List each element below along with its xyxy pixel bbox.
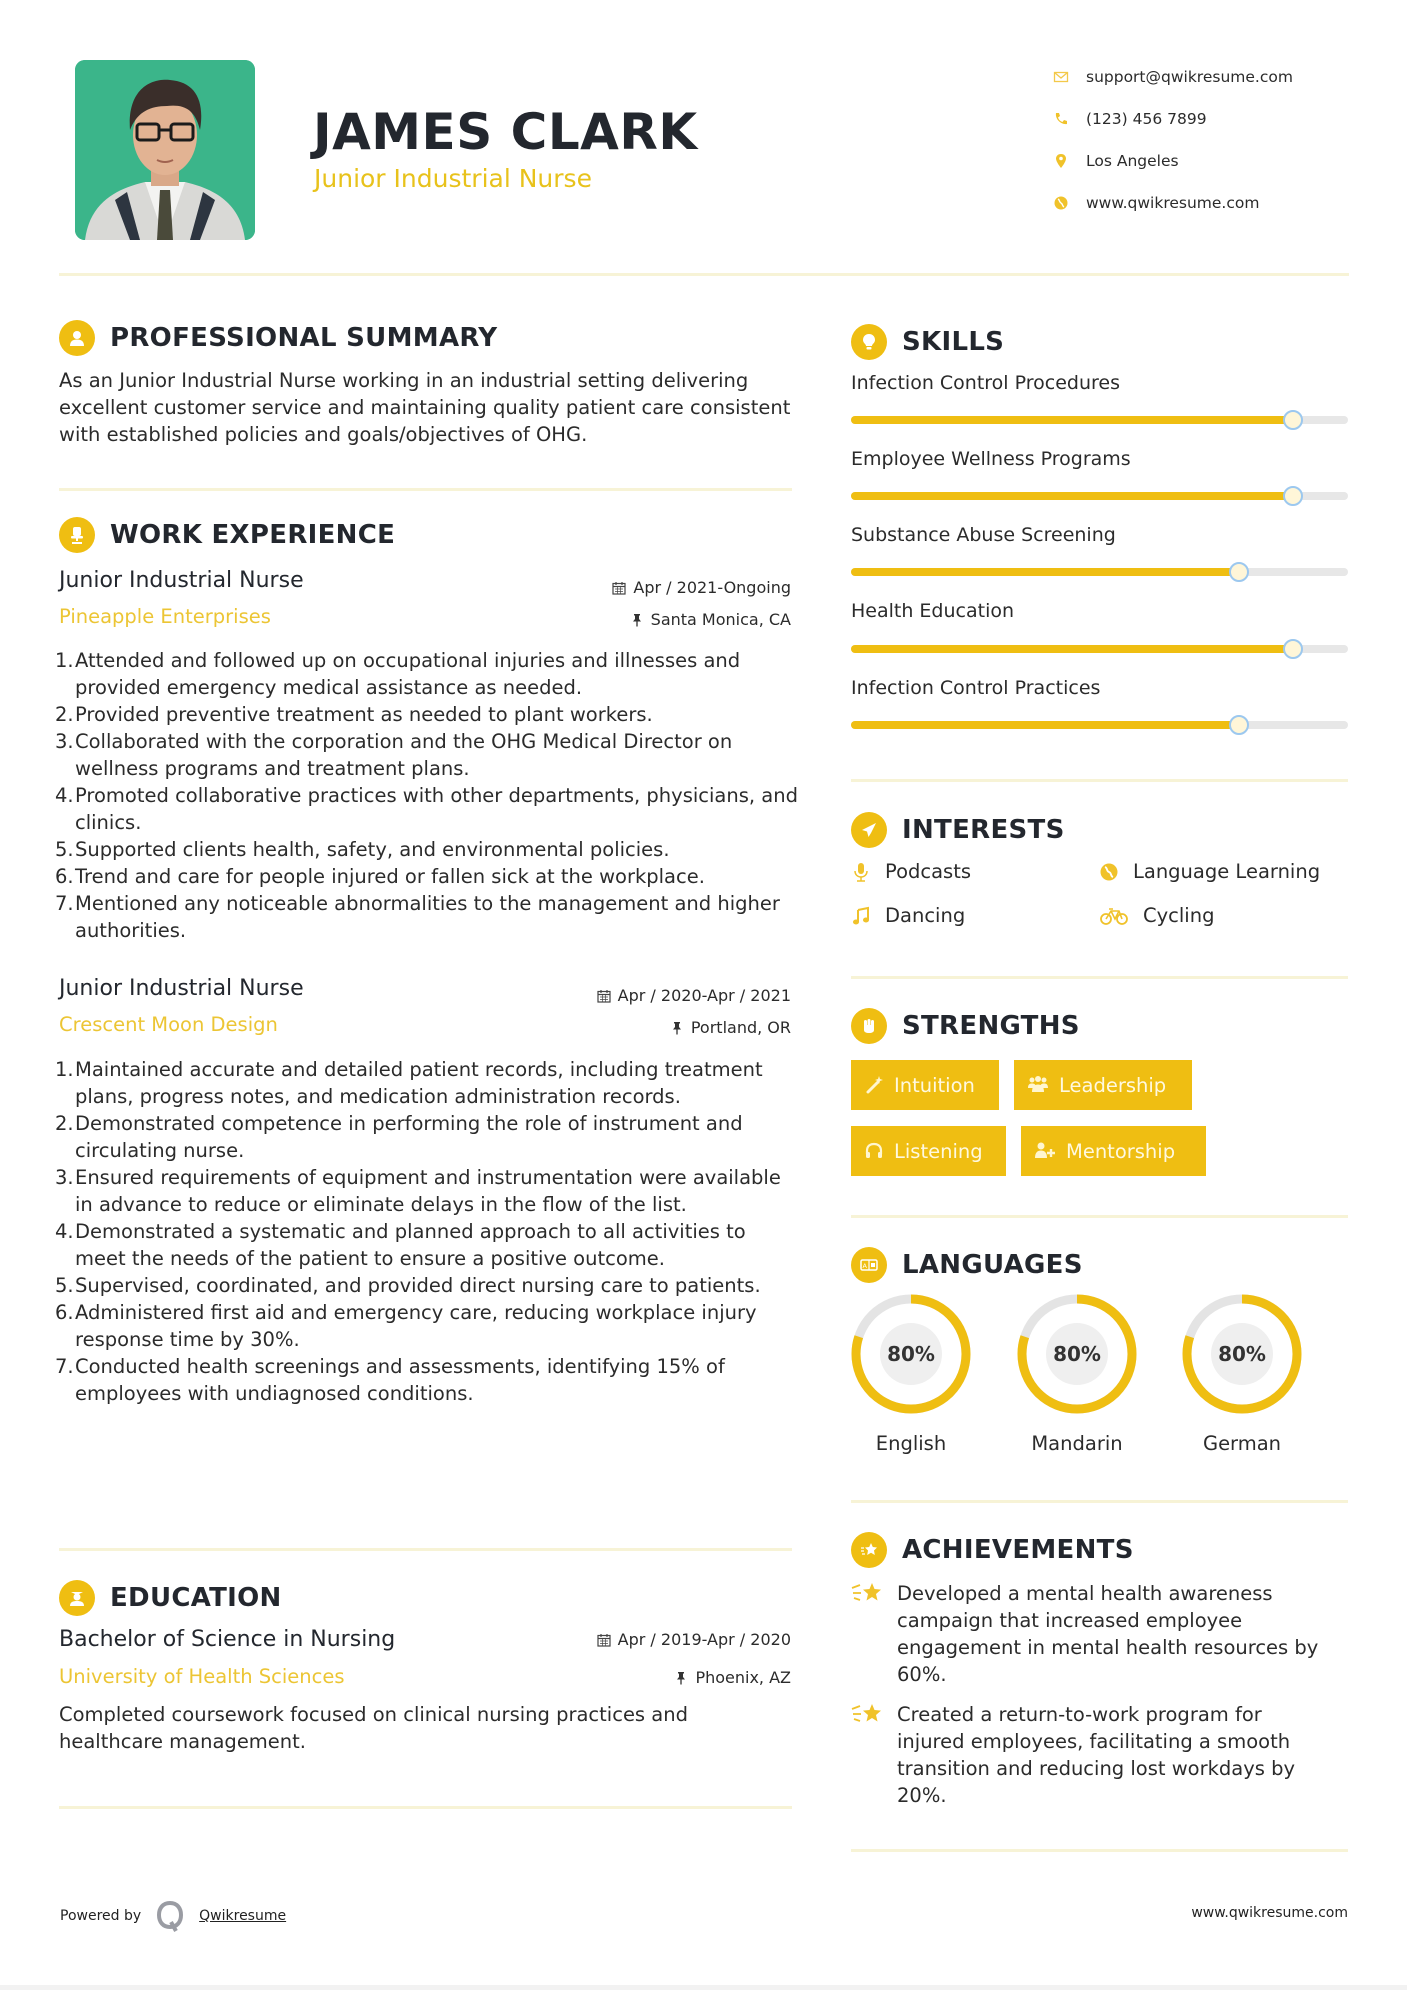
summary-divider (59, 488, 792, 491)
job-2-dates-text: Apr / 2020-Apr / 2021 (617, 986, 791, 1005)
skill-bar (851, 492, 1348, 500)
skill-bar-fill (851, 568, 1239, 576)
skill-bar-knob (1229, 562, 1249, 582)
language-english (851, 1294, 971, 1455)
skill-bar-fill (851, 645, 1293, 653)
interest-cycling (1099, 904, 1214, 927)
pushpin-icon (670, 1021, 684, 1035)
interests-divider (851, 976, 1348, 979)
user-plus-icon (1034, 1141, 1056, 1161)
interest-label: Podcasts (885, 860, 972, 883)
skill-bar (851, 416, 1348, 424)
contact-email[interactable] (1050, 56, 1293, 98)
achievement-text: Developed a mental health awareness campaign that increased employee engagement in mental health resources by 60%. (897, 1582, 1319, 1686)
languages-divider (851, 1500, 1348, 1503)
list-item: 3. Ensured requirements of equipment and instrumentation were available in advance to reduce or eliminate delays in the flow of the list. (55, 1166, 781, 1216)
fist-icon (851, 1008, 887, 1044)
strength-label: Leadership (1059, 1073, 1167, 1097)
list-item: 5. Supervised, coordinated, and provided direct nursing care to patients. (55, 1274, 761, 1297)
contact-list (1050, 56, 1293, 224)
job-2-location (670, 1018, 791, 1037)
experience-divider (59, 1548, 792, 1551)
language-name: German (1202, 1432, 1282, 1455)
achievements-title: ACHIEVEMENTS (902, 1535, 1134, 1565)
language-german (1182, 1294, 1302, 1455)
interests-title: INTERESTS (902, 815, 1065, 845)
skill-bar (851, 568, 1348, 576)
interests-heading (851, 812, 1065, 848)
language-name: English (875, 1432, 947, 1455)
education-degree: Bachelor of Science in Nursing (59, 1627, 396, 1652)
skill-bar-knob (1283, 639, 1303, 659)
interest-podcasts (851, 860, 971, 883)
magic-wand-icon (864, 1075, 884, 1095)
group-icon (1027, 1075, 1049, 1095)
calendar-icon (612, 581, 626, 595)
profile-photo (75, 60, 255, 240)
job-1-location (630, 610, 791, 629)
list-item: 4. Promoted collaborative practices with other departments, physicians, and clinics. (55, 784, 798, 834)
education-description: Completed coursework focused on clinical nursing practices and healthcare management. (59, 1703, 688, 1753)
bicycle-icon (1099, 906, 1129, 926)
languages-title: LANGUAGES (902, 1250, 1083, 1280)
list-item: 7. Conducted health screenings and assessments, identifying 15% of employees with undiagnosed conditions. (55, 1355, 725, 1405)
pushpin-icon (674, 1671, 688, 1685)
language-percent: 80% (1053, 1342, 1101, 1366)
job-1-dates-text: Apr / 2021-Ongoing (633, 578, 791, 597)
job-2-dates (597, 986, 791, 1005)
skill-bar-fill (851, 721, 1239, 729)
skill-bar (851, 645, 1348, 653)
education-dates-text: Apr / 2019-Apr / 2020 (617, 1630, 791, 1649)
candidate-name: JAMES CLARK (313, 103, 698, 161)
experience-heading (59, 517, 395, 553)
list-item: 2. Provided preventive treatment as needed to plant workers. (55, 703, 653, 726)
job-2-responsibilities (55, 1056, 800, 1407)
phone-icon (1050, 111, 1086, 127)
strength-tag-listening (851, 1126, 1006, 1176)
list-item: 1. Attended and followed up on occupational injuries and illnesses and provided emergency medical assistance as needed. (55, 649, 741, 699)
list-item: 6. Trend and care for people injured or fallen sick at the workplace. (55, 865, 705, 888)
calendar-icon (597, 989, 611, 1003)
contact-location-text: Los Angeles (1086, 152, 1179, 170)
avatar-illustration (75, 60, 255, 240)
graduate-icon (59, 1580, 95, 1616)
achievements-heading (851, 1532, 1134, 1568)
summary-heading (59, 320, 497, 356)
skill-label: Employee Wellness Programs (851, 448, 1131, 470)
skills-title: SKILLS (902, 327, 1005, 357)
music-note-icon (851, 906, 871, 926)
headphones-icon (864, 1141, 884, 1161)
interest-label: Cycling (1143, 904, 1215, 927)
language-percent: 80% (1218, 1342, 1266, 1366)
job-1-dates (612, 578, 791, 597)
footer-website[interactable]: www.qwikresume.com (1191, 1905, 1348, 1921)
shooting-star-icon (851, 1532, 887, 1568)
candidate-title: Junior Industrial Nurse (314, 164, 592, 193)
job-2-location-text: Portland, OR (690, 1018, 791, 1037)
summary-text: As an Junior Industrial Nurse working in an industrial setting delivering excellent customer service and maintaining quality patient care consistent with established policies and goals/objectives of OHG. (59, 369, 791, 446)
powered-by-label: Powered by (60, 1908, 142, 1924)
envelope-icon (1050, 69, 1086, 85)
contact-phone[interactable] (1050, 98, 1293, 140)
education-heading (59, 1580, 282, 1616)
list-item: 5. Supported clients health, safety, and environmental policies. (55, 838, 670, 861)
globe-icon (1099, 862, 1119, 882)
language-name: Mandarin (1031, 1432, 1123, 1455)
skill-label: Health Education (851, 600, 1015, 622)
skills-divider (851, 779, 1348, 782)
footer-powered-by (60, 1900, 286, 1932)
experience-title: WORK EXPERIENCE (110, 520, 396, 550)
map-marker-icon (1050, 153, 1086, 169)
language-percent: 80% (887, 1342, 935, 1366)
skill-label: Infection Control Practices (851, 677, 1101, 699)
achievement-text: Created a return-to-work program for injured employees, facilitating a smooth transition and reducing lost workdays by 20%. (897, 1703, 1296, 1807)
shooting-star-icon (851, 1580, 885, 1608)
strength-tag-mentorship (1021, 1126, 1206, 1176)
education-location (674, 1668, 791, 1687)
language-progress-ring (851, 1294, 971, 1414)
strength-label: Intuition (894, 1073, 975, 1097)
education-dates (597, 1630, 791, 1649)
skill-bar-fill (851, 416, 1293, 424)
calendar-icon (597, 1633, 611, 1647)
achievement-item (851, 1580, 1331, 1688)
translate-icon (851, 1247, 887, 1283)
languages-heading (851, 1247, 1083, 1283)
job-1-location-text: Santa Monica, CA (650, 610, 791, 629)
paper-plane-icon (851, 812, 887, 848)
pushpin-icon (630, 613, 644, 627)
strengths-heading (851, 1008, 1080, 1044)
achievement-item (851, 1701, 1331, 1809)
contact-website[interactable] (1050, 182, 1293, 224)
microphone-icon (851, 862, 871, 882)
language-mandarin (1017, 1294, 1137, 1455)
contact-phone-text: (123) 456 7899 (1086, 110, 1207, 128)
strengths-divider (851, 1215, 1348, 1218)
language-progress-ring (1182, 1294, 1302, 1414)
shooting-star-icon (851, 1701, 885, 1729)
list-item: 1. Maintained accurate and detailed patient records, including treatment plans, progress notes, and medication administration records. (55, 1058, 763, 1108)
education-title: EDUCATION (110, 1583, 282, 1613)
list-item: 7. Mentioned any noticeable abnormalities to the management and higher authorities. (55, 892, 780, 942)
strength-tag-leadership (1014, 1060, 1192, 1110)
office-chair-icon (59, 517, 95, 553)
contact-location (1050, 140, 1293, 182)
language-progress-ring (1017, 1294, 1137, 1414)
strengths-title: STRENGTHS (902, 1011, 1080, 1041)
skill-label: Substance Abuse Screening (851, 524, 1116, 546)
contact-email-text: support@qwikresume.com (1086, 68, 1293, 86)
achievements-divider (851, 1849, 1348, 1852)
job-2-title: Junior Industrial Nurse (59, 976, 304, 1001)
skill-bar-knob (1283, 486, 1303, 506)
job-1-responsibilities (55, 647, 800, 944)
user-icon (59, 320, 95, 356)
list-item: 3. Collaborated with the corporation and the OHG Medical Director on wellness programs and treatment plans. (55, 730, 733, 780)
interest-label: Language Learning (1133, 860, 1321, 883)
svg-text:A: A (862, 1262, 867, 1270)
skill-bar-knob (1283, 410, 1303, 430)
education-school: University of Health Sciences (59, 1665, 345, 1688)
qwikresume-logo-icon (155, 1900, 185, 1932)
interest-label: Dancing (885, 904, 966, 927)
lightbulb-icon (851, 324, 887, 360)
strength-label: Mentorship (1066, 1139, 1176, 1163)
list-item: 6. Administered first aid and emergency care, reducing workplace injury response time by 30%. (55, 1301, 757, 1351)
header-divider (59, 273, 1349, 276)
page-bottom-edge (0, 1985, 1407, 1990)
job-1-title: Junior Industrial Nurse (59, 568, 304, 593)
job-1-company: Pineapple Enterprises (59, 605, 271, 628)
strength-tag-intuition (851, 1060, 999, 1110)
contact-website-text: www.qwikresume.com (1086, 194, 1260, 212)
list-item: 2. Demonstrated competence in performing the role of instrument and circulating nurse. (55, 1112, 743, 1162)
education-divider (59, 1806, 792, 1809)
skill-label: Infection Control Procedures (851, 372, 1120, 394)
skill-bar (851, 721, 1348, 729)
globe-icon (1050, 195, 1086, 211)
list-item: 4. Demonstrated a systematic and planned approach to all activities to meet the needs of the patient to ensure a positive outcome. (55, 1220, 746, 1270)
skills-heading (851, 324, 1004, 360)
interest-dancing (851, 904, 965, 927)
interest-language-learning (1099, 860, 1320, 883)
summary-title: PROFESSIONAL SUMMARY (110, 323, 498, 353)
job-2-company: Crescent Moon Design (59, 1013, 278, 1036)
skill-bar-fill (851, 492, 1293, 500)
strength-label: Listening (894, 1139, 983, 1163)
qwikresume-link[interactable]: Qwikresume (199, 1908, 287, 1924)
skill-bar-knob (1229, 715, 1249, 735)
education-location-text: Phoenix, AZ (695, 1668, 791, 1687)
